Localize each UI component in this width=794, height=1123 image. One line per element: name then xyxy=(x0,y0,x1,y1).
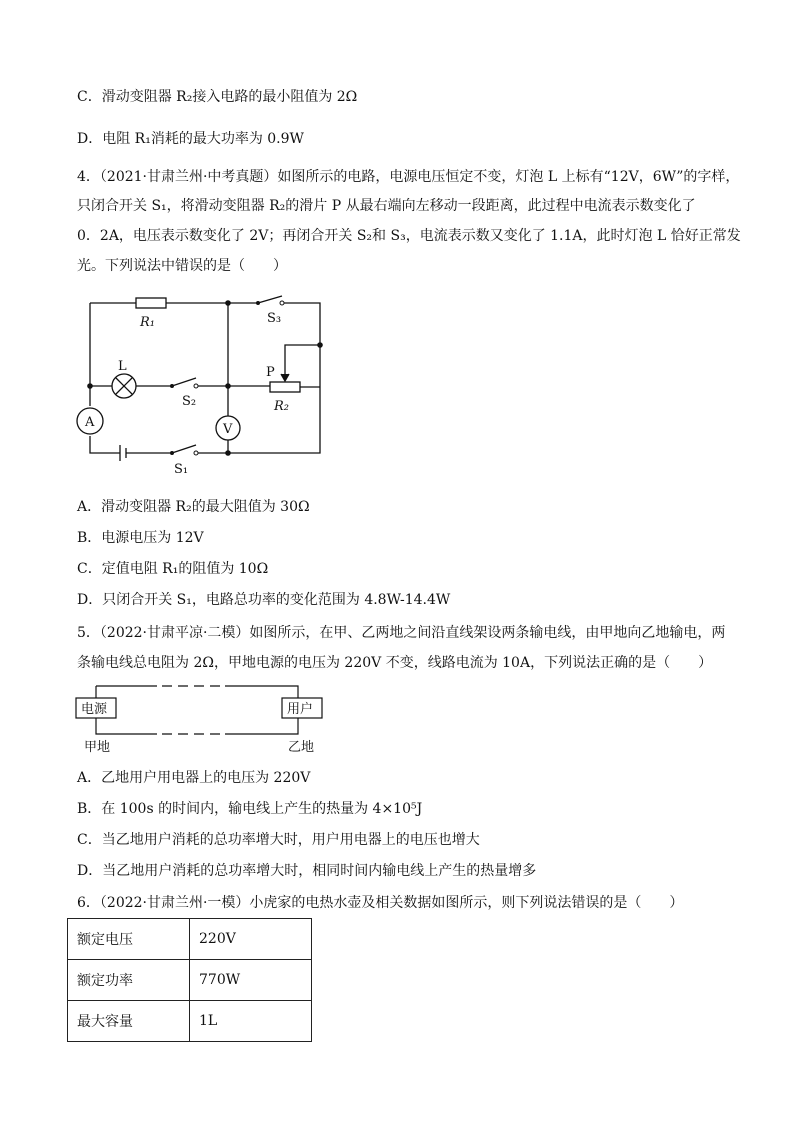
q4-option-a: A．滑动变阻器 R₂的最大阻值为 30Ω xyxy=(77,499,310,515)
kettle-spec-table xyxy=(67,918,312,1042)
label-r1: R₁ xyxy=(140,315,155,330)
question-4-line4: 光。下列说法中错误的是（ ） xyxy=(77,258,287,274)
lamp-symbol xyxy=(112,374,136,398)
table-value: 770W xyxy=(190,960,312,1001)
circuit-diagram xyxy=(70,290,340,490)
label-voltmeter: V xyxy=(223,422,233,437)
label-power-source: 电源 xyxy=(81,702,108,717)
label-r2: R₂ xyxy=(274,399,289,414)
question-5-line1: 5．（2022·甘肃平凉·二模）如图所示，在甲、乙两地之间沿直线架设两条输电线，由甲地向乙地输电，两 xyxy=(77,625,726,641)
label-s1: S₁ xyxy=(174,462,189,477)
table-key: 额定功率 xyxy=(68,960,190,1001)
q4-option-d: D．只闭合开关 S₁，电路总功率的变化范围为 4.8W-14.4W xyxy=(77,592,451,608)
transmission-line-diagram xyxy=(72,680,332,756)
label-yi-di: 乙地 xyxy=(288,740,315,755)
table-value: 220V xyxy=(190,919,312,960)
option-d-prev: D．电阻 R₁消耗的最大功率为 0.9W xyxy=(77,131,304,147)
table-key: 最大容量 xyxy=(68,1001,190,1042)
q5-option-c: C．当乙地用户消耗的总功率增大时，用户用电器上的电压也增大 xyxy=(77,832,480,848)
question-6-line1: 6．（2022·甘肃兰州·一模）小虎家的电热水壶及相关数据如图所示，则下列说法错误的是（ ） xyxy=(77,895,684,911)
question-4-line3: 0．2A，电压表示数变化了 2V；再闭合开关 S₂和 S₃，电流表示数又变化了 1.1A，此时灯泡 L 恰好正常发 xyxy=(77,228,741,244)
label-s2: S₂ xyxy=(182,394,197,409)
q5-option-d: D．当乙地用户消耗的总功率增大时，相同时间内输电线上产生的热量增多 xyxy=(77,863,537,879)
q5-option-b: B．在 100s 的时间内，输电线上产生的热量为 4×10⁵J xyxy=(77,801,423,817)
table-value: 1L xyxy=(190,1001,312,1042)
question-5-line2: 条输电线总电阻为 2Ω，甲地电源的电压为 220V 不变，线路电流为 10A，下列说法正确的是（ ） xyxy=(77,655,713,671)
label-user: 用户 xyxy=(287,702,314,717)
label-s3: S₃ xyxy=(267,311,282,326)
q4-option-b: B．电源电压为 12V xyxy=(77,530,204,546)
table-row xyxy=(68,919,312,960)
label-ammeter: A xyxy=(85,415,95,430)
option-c-prev: C．滑动变阻器 R₂接入电路的最小阻值为 2Ω xyxy=(77,89,358,105)
table-row xyxy=(68,1001,312,1042)
label-jia-di: 甲地 xyxy=(84,740,111,755)
label-p: P xyxy=(266,365,275,380)
label-lamp: L xyxy=(118,359,127,374)
q5-option-a: A．乙地用户用电器上的电压为 220V xyxy=(77,770,311,786)
q4-option-c: C．定值电阻 R₁的阻值为 10Ω xyxy=(77,561,269,577)
question-4-line1: 4．（2021·甘肃兰州·中考真题）如图所示的电路，电源电压恒定不变，灯泡 L 上标有“12V，6W”的字样， xyxy=(77,169,740,185)
table-row xyxy=(68,960,312,1001)
question-4-line2: 只闭合开关 S₁，将滑动变阻器 R₂的滑片 P 从最右端向左移动一段距离，此过程中电流表示数变化了 xyxy=(77,198,696,214)
table-key: 额定电压 xyxy=(68,919,190,960)
